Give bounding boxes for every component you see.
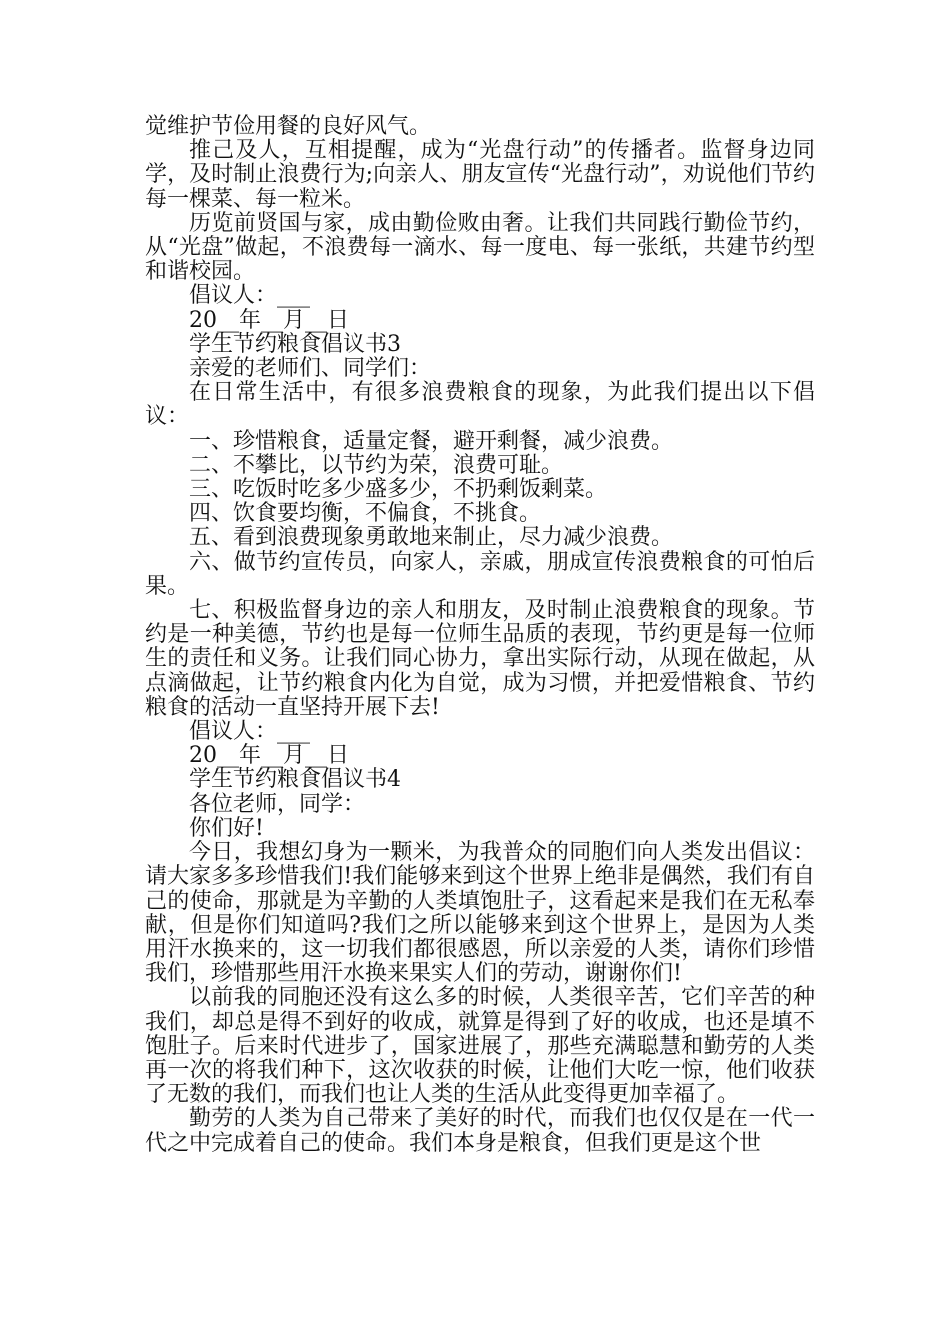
paragraph: 七、积极监督身边的亲人和朋友，及时制止浪费粮食的现象。节约是一种美德，节约也是每一位师生品质的表现，节约更是每一位师生的责任和义务。让我们同心协力，拿出实际行动，从现在做起，从点滴做起，让节约粮食内化为自觉，成为习惯，并把爱惜粮食、节约粮食的活动一直坚持开展下去!: [145, 598, 815, 720]
paragraph: 四、饮食要均衡，不偏食，不挑食。: [189, 501, 542, 527]
paragraph: 三、吃饭时吃多少盛多少，不扔剩饭剩菜。: [189, 477, 608, 503]
document-body: [145, 115, 815, 1156]
paragraph: 20__年__月__日: [189, 743, 349, 769]
paragraph: 学生节约粮食倡议书4: [189, 767, 401, 793]
paragraph: 六、做节约宣传员，向家人，亲戚，朋成宣传浪费粮食的可怕后果。: [145, 549, 815, 599]
paragraph: 20__年__月__日: [189, 307, 349, 333]
paragraph: 历览前贤国与家，成由勤俭败由奢。让我们共同践行勤俭节约，从“光盘”做起，不浪费每一滴水、每一度电、每一张纸，共建节约型和谐校园。: [145, 210, 815, 285]
paragraph: 二、不攀比，以节约为荣，浪费可耻。: [189, 452, 564, 478]
paragraph: 觉维护节俭用餐的良好风气。: [145, 114, 432, 139]
paragraph: 亲爱的老师们、同学们：: [189, 356, 432, 382]
paragraph: 各位老师，同学：: [189, 791, 366, 817]
paragraph: 五、看到浪费现象勇敢地来制止，尽力减少浪费。: [189, 525, 674, 551]
paragraph: 倡议人：___: [189, 719, 311, 745]
paragraph: 在日常生活中，有很多浪费粮食的现象，为此我们提出以下倡议：: [145, 380, 815, 430]
paragraph: 勤劳的人类为自己带来了美好的时代，而我们也仅仅是在一代一代之中完成着自己的使命。我们本身是粮食，但我们更是这个世: [145, 1106, 815, 1156]
paragraph: 以前我的同胞还没有这么多的时候，人类很辛苦，它们辛苦的种我们，却总是得不到好的收成，就算是得到了好的收成，也还是填不饱肚子。后来时代进步了，国家进展了，那些充满聪慧和勤劳的人类再一次的将我们种下，这次收获的时候，让他们大吃一惊，他们收获了无数的我们，而我们也让人类的生活从此变得更加幸福了。: [145, 985, 815, 1108]
paragraph: 学生节约粮食倡议书3: [189, 331, 401, 357]
paragraph: 今日，我想幻身为一颗米，为我普众的同胞们向人类发出倡议：请大家多多珍惜我们!我们能够来到这个世界上绝非是偶然，我们有自己的使命，那就是为辛勤的人类填饱肚子，这看起来是我们在无私奉献，但是你们知道吗?我们之所以能够来到这个世界上，是因为人类用汗水换来的，这一切我们都很感恩，所以亲爱的人类，请你们珍惜我们，珍惜那些用汗水换来果实人们的劳动，谢谢你们!: [145, 840, 815, 987]
paragraph: 一、珍惜粮食，适量定餐，避开剩餐，减少浪费。: [189, 428, 674, 454]
paragraph: 推己及人，互相提醒，成为“光盘行动”的传播者。监督身边同学，及时制止浪费行为;向亲人、朋友宣传“光盘行动”，劝说他们节约每一棵菜、每一粒米。: [145, 138, 815, 212]
paragraph: 倡议人：___: [189, 283, 311, 309]
paragraph: 你们好!: [189, 815, 264, 841]
